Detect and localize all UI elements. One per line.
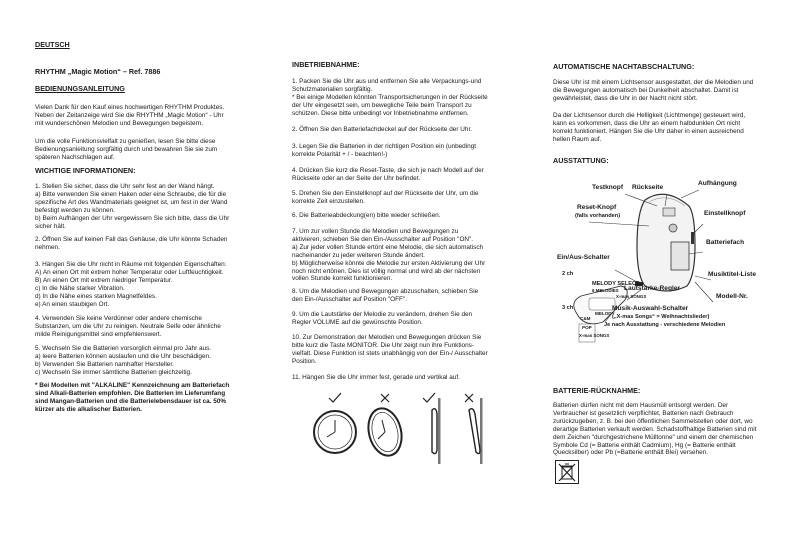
language-heading: DEUTSCH <box>35 40 70 49</box>
hanging-illustration <box>305 392 490 472</box>
label-testknopf: Testknopf <box>592 184 624 191</box>
label-pop: POP <box>582 325 592 330</box>
startup-step-8: 8. Um die Melodien und Bewegungen abzuschalten, schieben Sie den Ein-/Ausschalter auf Position "OFF". <box>292 288 479 303</box>
important-item-3: 3. Hängen Sie die Uhr nicht in Räume mit folgenden Eigenschaften: A) An einen Ort mit extrem hoher Temperatur oder Luftfeuchtigkeit. B) An einen Ort mit extrem niedriger Temperatur. c) In die Nähe starker Vibration. d) In die Nähe eines starken Magnetfeldes. e) An einen staubigen Ort. <box>35 261 227 308</box>
startup-step-5: 5. Drehen Sie den Einstellknopf auf der Rückseite der Uhr, um die korrekte Zeit einzustellen. <box>292 190 479 205</box>
intro-paragraph-2: Um die volle Funktionsvielfalt zu genießen, lesen Sie bitte diese Bedienungsanleitung sorgfältig durch und bewahren Sie sie zum späteren Nachschlagen auf. <box>35 138 218 161</box>
auto-off-paragraph-1: Diese Uhr ist mit einem Lichtsensor ausgestattet, der die Melodien und die Bewegungen automatisch bei Dunkelheit abschaltet. Damit ist gewährleistet, dass die Uhr in der Nacht nicht stört. <box>553 79 754 102</box>
label-3ch: 3 ch <box>562 305 574 311</box>
label-rueckseite: Rückseite <box>632 184 664 191</box>
product-title: RHYTHM „Magic Motion“ – Ref. 7886 <box>35 67 161 76</box>
label-cm: C&M <box>580 316 591 321</box>
check-icon <box>329 393 341 402</box>
label-ein-aus: Ein/Aus-Schalter <box>557 254 610 261</box>
label-xmas-note: („X-mas Songs“ = Weihnachtslieder) <box>612 314 710 320</box>
label-batteriefach: Batteriefach <box>706 239 745 246</box>
clock-tilted-side-icon <box>469 398 483 464</box>
cross-icon <box>465 394 473 402</box>
clock-tilted-front-icon <box>364 405 407 459</box>
important-item-2: 2. Öffnen Sie auf keinen Fall das Gehäuse, die Uhr könnte Schaden nehmen. <box>35 236 228 251</box>
manual-heading: BEDIENUNGSANLEITUNG <box>35 84 125 93</box>
label-je-nach: Je nach Ausstattung - verschiedene Melodien <box>604 322 726 328</box>
startup-step-9: 9. Um die Lautstärke der Melodie zu verändern, drehen Sie den Regler VOLUME auf die gewünschte Position. <box>292 311 473 326</box>
label-xmas-songs-2: X-mas SONGS <box>579 333 610 338</box>
equipment-heading: AUSSTATTUNG: <box>553 156 609 165</box>
startup-heading: INBETRIEBNAHME: <box>292 60 360 69</box>
label-einstellknopf: Einstellknopf <box>704 210 746 217</box>
label-falls-vorhanden: (falls vorhanden) <box>575 213 621 219</box>
label-lautstaerke: Lautstärke-Regler <box>624 285 681 292</box>
important-item-1: 1. Stellen Sie sicher, dass die Uhr sehr fest an der Wand hängt. a) Bitte verwenden Sie einen Haken oder eine Schraube, die für die spezifische Art des Wandmaterials geeignet ist, um fest in der Wand befestigt werden zu können. b) Beim Aufhängen der Uhr vergewissern Sie sich bitte, dass die Uhr sicher hält. <box>35 183 230 230</box>
label-melody-select: MELODY SELECT <box>592 281 640 287</box>
label-musiktitel: Musiktitel-Liste <box>708 271 756 278</box>
startup-step-3: 3. Legen Sie die Batterien in der richtigen Position ein (unbedingt korrekte Polarität + / - beachten!-) <box>292 143 477 158</box>
label-melody: MELODY <box>595 311 615 316</box>
startup-step-10: 10. Zur Demonstration der Melodien und Bewegungen drücken Sie bitte kurz die Taste MONITOR. Die Uhr zeigt nun ihre Funktions- vielfalt. Diese Funktion ist stets unabhängig von der Ein-/ Ausschalter Position. <box>292 334 488 365</box>
startup-step-4: 4. Drücken Sie kurz die Reset-Taste, die sich je nach Modell auf der Rückseite oder an der Seite der Uhr befindet. <box>292 167 484 182</box>
startup-step-1: 1. Packen Sie die Uhr aus und entfernen Sie alle Verpackungs-und Schutzmaterialien sorgfältig. * Bei einige Modellen könnten Transportsicherungen in der Rückseite der Uhr eingesetzt sein, um bewegliche Teile beim Transport zu schützen. Diese bitte unbedingt vor Inbetriebnahme entfernen. <box>292 78 488 117</box>
battery-paragraph: Batterien dürfen nicht mit dem Hausmüll entsorgt werden. Der Verbraucher ist gesetzlich verpflichtet, Batterien nach Gebrauch zurückzugeben, z. B. bei den öffentlichen Sammelstellen oder dort, wo derartige Batterien verkauft werden. Schadstoffhaltige Batterien sind mit dem Zeichen "durchgestrichene Mülltonne" und einem der chemischen Symbole Cd (= Batterie enthält Cadmium), Hg (= Batterie enthält Quecksilber) oder Pb (=Batterie enthält Blei) versehen. <box>553 402 757 457</box>
intro-paragraph: Vielen Dank für den Kauf eines hochwertigen RHYTHM Produktes. Neben der Zeitanzeige wird Sie die RHYTHM „Magic Motion“ - Uhr mit wunderschönen Melodien und Bewegungen begeistern. <box>35 104 225 127</box>
check-icon <box>423 393 435 402</box>
label-musik-auswahl: Musik-Auswahl-Schalter <box>612 305 689 312</box>
startup-step-11: 11. Hängen Sie die Uhr immer fest, gerade und vertikal auf. <box>292 374 460 381</box>
cross-icon <box>381 394 389 402</box>
clock-correct-front-icon <box>314 411 356 453</box>
battery-heading: BATTERIE-RÜCKNAHME: <box>553 386 641 395</box>
important-item-4: 4. Verwenden Sie keine Verdünner oder andere chemische Substanzen, um die Uhr zu reinigen. Neutrale Seife oder ähnliche milde Reinigungsmittel sind empfehlenswert. <box>35 315 221 338</box>
alkaline-note: * Bei Modellen mit "ALKALINE" Kennzeichnung am Batteriefach sind Alkali-Batterien empfohlen. Die Batterien im Lieferumfang sind Mangan-Batterien und die Batterielebensdauer ist ca. 50% kürzer als die alkalischer Batterien. <box>35 382 230 413</box>
startup-step-7: 7. Um zur vollen Stunde die Melodien und Bewegungen zu aktivieren, schieben Sie den Ein-/Ausschalter auf Position "ON". a) Zur jeder vollen Stunde ertönt eine Melodie, die sich automatisch nacheinander zu jeder weiteren Stunde ändert. b) Möglicherweise könnte die Melodie zur ersten Aktivierung der Uhr noch nicht ertönen. Dies ist völlig normal und wird ab der nächsten vollen Stunde korrekt funktionieren. <box>292 228 486 283</box>
label-modell: Modell-Nr. <box>716 293 748 300</box>
important-item-5: 5. Wechseln Sie die Batterien vorsorglich einmal pro Jahr aus. a) leere Batterien können auslaufen und die Uhr beschädigen. b) Verwenden Sie Batterien namhafter Hersteller. c) Wechseln Sie immer sämtliche Batterien gleichzeitig. <box>35 345 212 376</box>
auto-off-paragraph-2: Da der Lichtsensor durch die Helligkeit (Lichtmenge) gesteuert wird, kann es vorkommen, dass die Uhr an einem halbdunklen Ort nicht korrekt funktioniert. Hängen Sie die Uhr daher in einen ausreichend hellen Raum auf. <box>553 112 746 143</box>
label-reset-knopf: Reset-Knopf <box>577 204 617 211</box>
label-xmas-songs: X-mas SONGS <box>616 294 647 299</box>
important-heading: WICHTIGE INFORMATIONEN: <box>35 166 136 175</box>
crossed-bin-icon <box>555 460 579 484</box>
label-6-melodies: 6 MELODIES <box>592 288 619 293</box>
clock-correct-side-icon <box>432 398 441 464</box>
label-aufhaengung: Aufhängung <box>698 180 737 187</box>
auto-off-heading: AUTOMATISCHE NACHTABSCHALTUNG: <box>553 62 695 71</box>
clock-back-icon <box>637 194 695 291</box>
startup-step-6: 6. Die Batterieabdeckung(en) bitte wieder schließen. <box>292 212 441 219</box>
label-2ch: 2 ch <box>562 271 574 277</box>
startup-step-2: 2. Öffnen Sie den Batteriefachdeckel auf der Rückseite der Uhr. <box>292 126 472 133</box>
